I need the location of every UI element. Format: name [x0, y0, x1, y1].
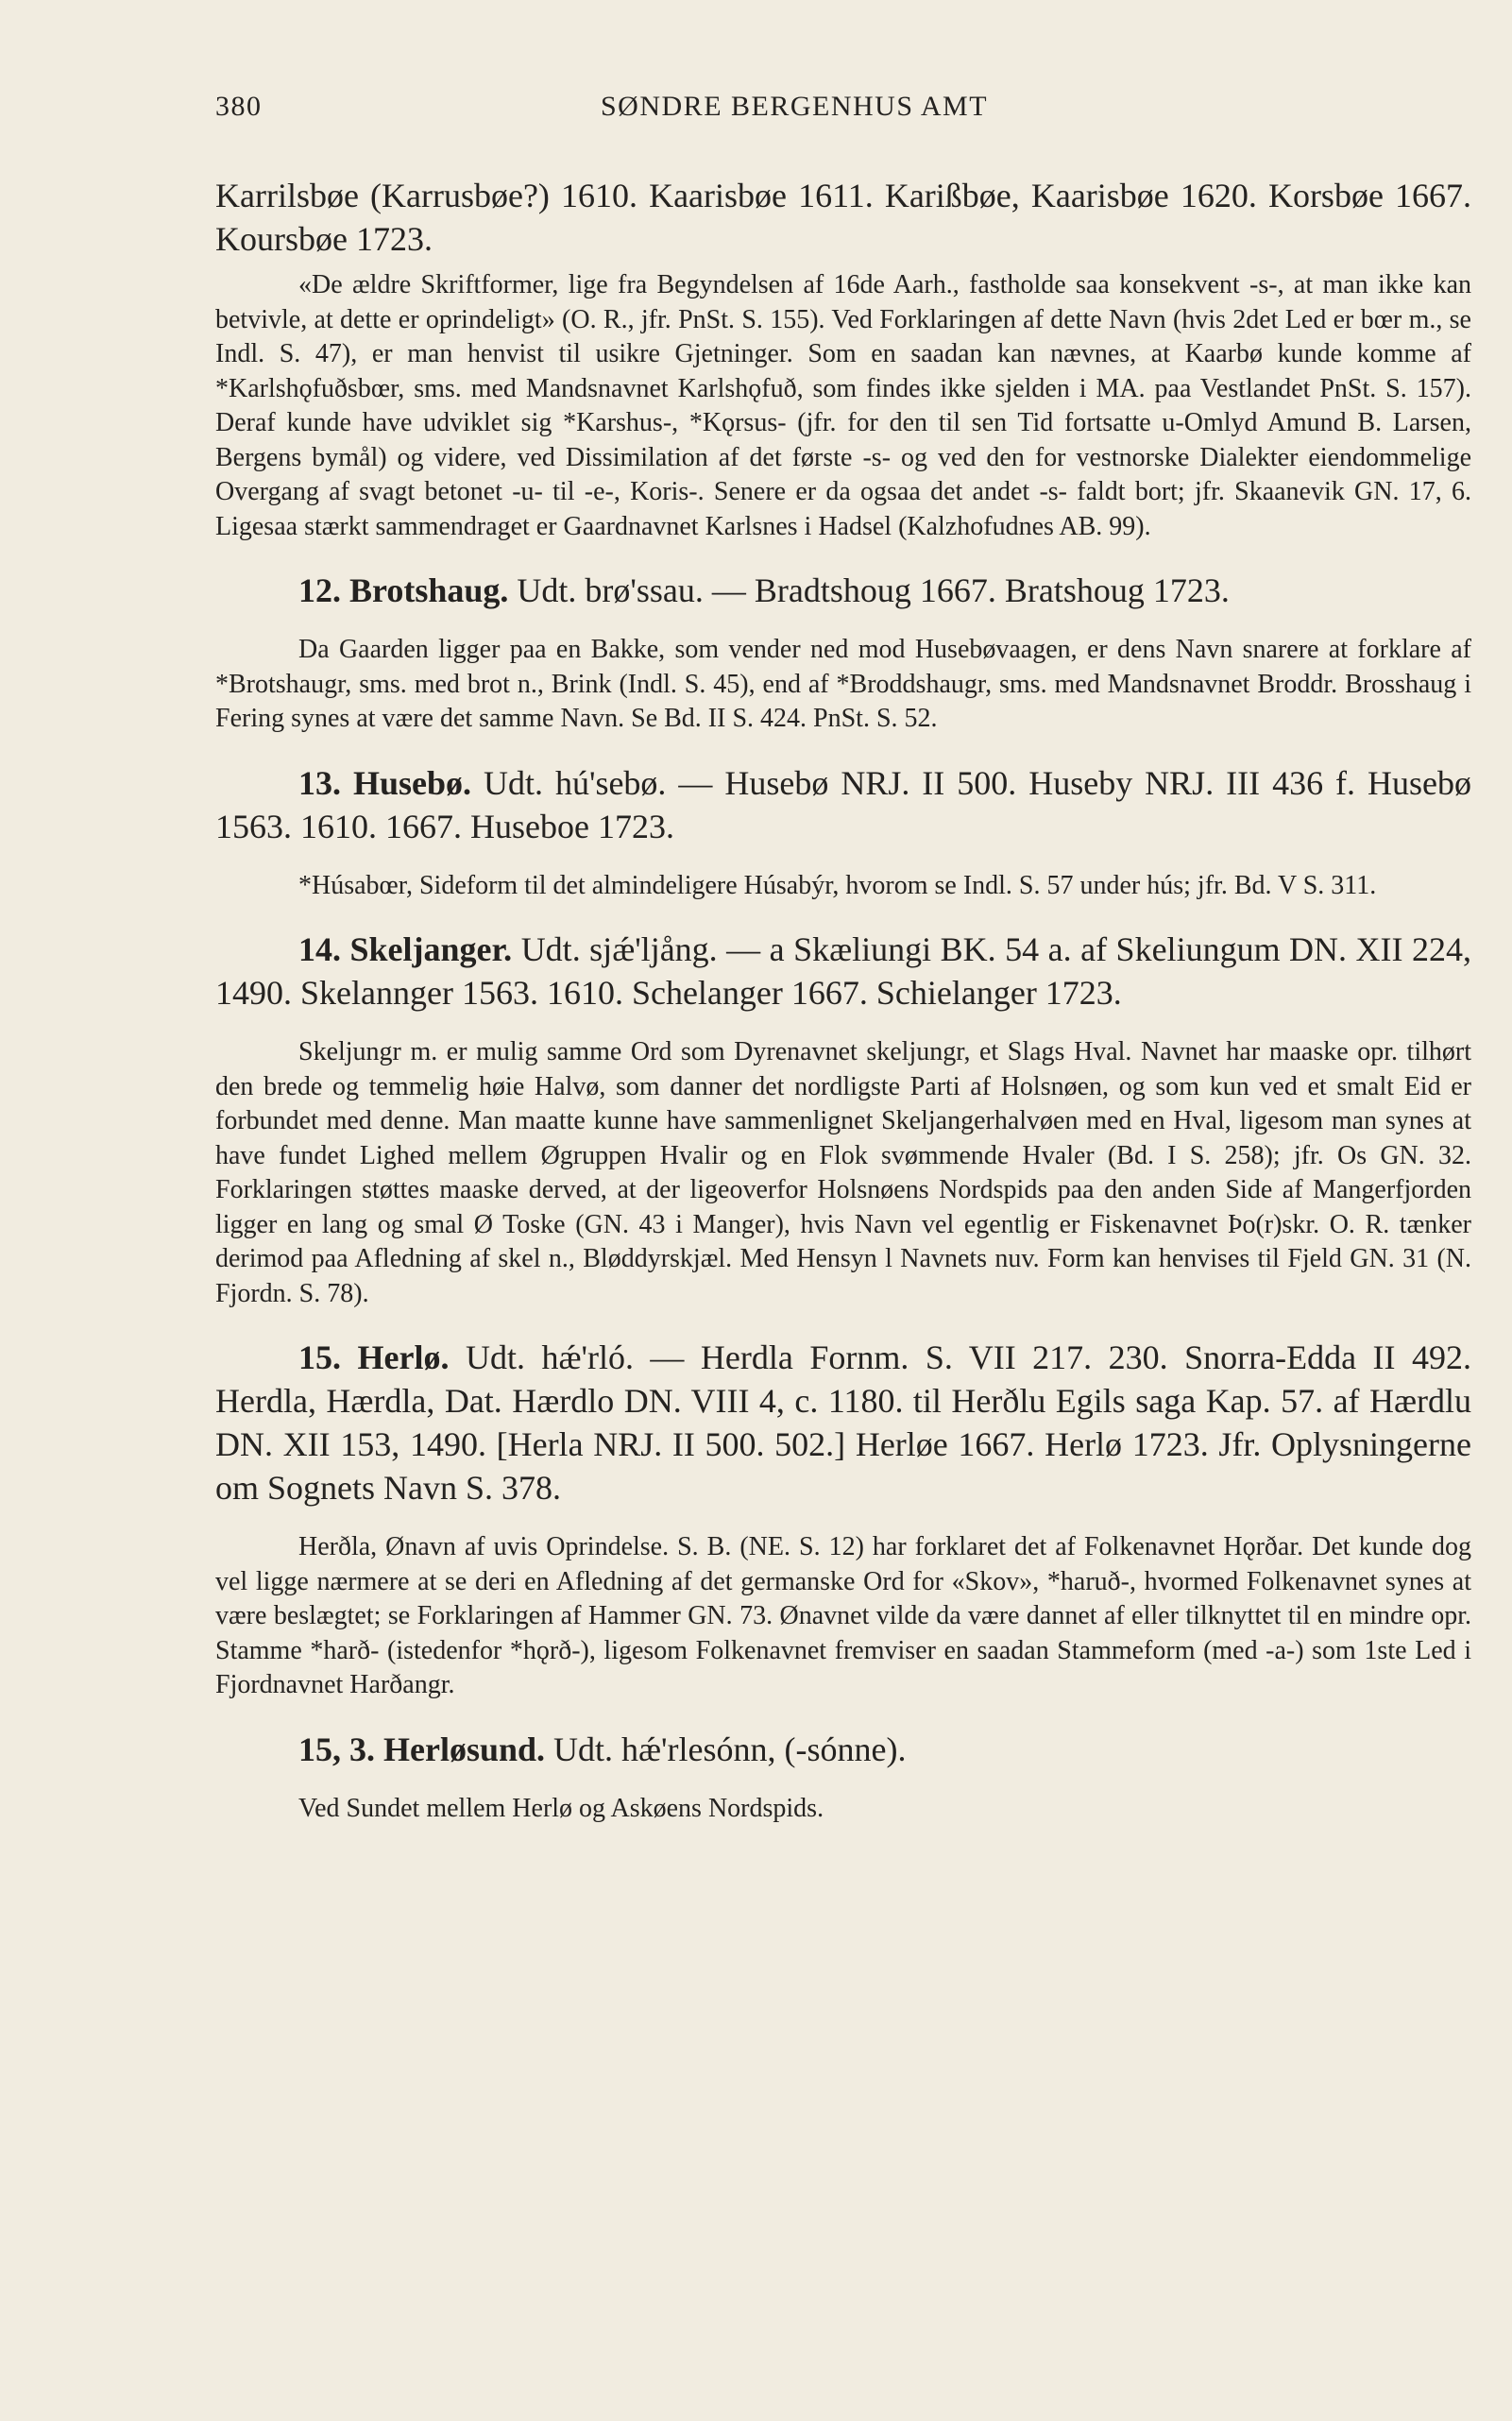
- entry-number: 12.: [298, 571, 341, 609]
- entry-number: 15.: [298, 1338, 341, 1376]
- entry-name: Husebø.: [352, 763, 472, 802]
- running-title: SØNDRE BERGENHUS AMT: [601, 91, 989, 122]
- entry-head: [215, 761, 1471, 848]
- entry-herlosund: [215, 1728, 1471, 1827]
- entry-note: Herðla, Ønavn af uvis Oprindelse. S. B. (NE. S. 12) har forklaret det af Folkenavnet Hǫrðar. Det kunde dog vel ligge nærmere at se deri en Afledning af det germanske Ord for «Skov», *haruð-, hvormed Folkenavnet synes at være beslægtet; se Forklaringen af Hammer GN. 73. Ønavnet vilde da være dannet af eller tilknyttet til en mindre opr. Stamme *harð- (istedenfor *hǫrð-), ligesom Folkenavnet fremviser en saadan Stammeform (med -a-) som 1ste Led i Fjordnavnet Harðangr.: [215, 1532, 1471, 1699]
- intro-note: «De ældre Skriftformer, lige fra Begyndelsen af 16de Aarh., fastholde saa konsekvent -s-, at man ikke kan betvivle, at dette er oprindeligt» (O. R., jfr. PnSt. S. 155). Ved Forklaringen af dette Navn (hvis 2det Led er bœr m., se Indl. S. 47), er man henvist til usikre Gjetninger. Som en saadan kan nævnes, at Kaarbø kunde komme af *Karlshǫfuðsbœr, sms. med Mandsnavnet Karlshǫfuð, som findes ikke sjelden i MA. paa Vestlandet PnSt. S. 157). Deraf kunde have udviklet sig *Karshus-, *Kǫrsus- (jfr. for den til sen Tid fortsatte u-Omlyd Amund B. Larsen, Bergens bymål) og videre, ved Dissimilation af det første -s- og ved den for vestnorske Dialekter eiendommelige Overgang af svagt betonet -u- til -e-, Koris-. Senere er da ogsaa det andet -s- faldt bort; jfr. Skaanevik GN. 17, 6. Ligesaa stærkt sammendraget er Gaardnavnet Karlsnes i Hadsel (Kalzhofudnes AB. 99).: [215, 270, 1471, 541]
- entry-brotshaug: [215, 569, 1471, 737]
- page-number: 380: [215, 91, 263, 122]
- entry-name: Herløsund.: [383, 1730, 546, 1768]
- entry-name: Brotshaug.: [349, 571, 509, 609]
- entry-name: Skeljanger.: [349, 930, 513, 968]
- entry-head: [215, 928, 1471, 1014]
- page-header: [215, 91, 1471, 132]
- entry-note: Skeljungr m. er mulig samme Ord som Dyrenavnet skeljungr, et Slags Hval. Navnet har maaske opr. tilhørt den brede og temmelig høie Halvø, som danner det nordligste Parti af Holsnøen, og som kun ved et smalt Eid er forbundet med denne. Man maatte kunne have sammenlignet Skeljangerhalvøen med en Hval, ligesom man synes at have fundet Lighed mellem Øgruppen Hvalir og en Flok svømmende Hvaler (Bd. I S. 258); jfr. Os GN. 32. Forklaringen støttes maaske derved, at der ligeoverfor Holsnøens Nordspids paa den anden Side af Mangerfjorden ligger en lang og smal Ø Toske (GN. 43 i Manger), hvis Navn vel egentlig er Fiskenavnet Þo(r)skr. O. R. tænker derimod paa Afledning af skel n., Bløddyrskjæl. Med Hensyn l Navnets nuv. Form kan henvises til Fjeld GN. 31 (N. Fjordn. S. 78).: [215, 1037, 1471, 1308]
- intro-forms: Karrilsbøe (Karrusbøe?) 1610. Kaarisbøe 1611. Karißbøe, Kaarisbøe 1620. Korsbøe 1667. Koursbøe 1723.: [215, 177, 1471, 258]
- entry-note: Da Gaarden ligger paa en Bakke, som vender ned mod Husebøvaagen, er dens Navn snarere at forklare af *Brotshaugr, sms. med brot n., Brink (Indl. S. 45), end af *Broddshaugr, sms. med Mandsnavnet Broddr. Brosshaug i Fering synes at være det samme Navn. Se Bd. II S. 424. PnSt. S. 52.: [215, 635, 1471, 733]
- entry-head: [215, 1728, 1471, 1771]
- entry-forms: Udt. sjǽ'ljång. — a Skæliungi BK. 54 a. af Skeliungum DN. XII 224, 1490. Skelannger 1563. 1610. Schelanger 1667. Schielanger 1723.: [215, 930, 1472, 1012]
- entry-husebo: [215, 761, 1471, 904]
- entry-forms: Udt. hǽ'rlesónn, (-sónne).: [553, 1730, 907, 1768]
- entry-note: Ved Sundet mellem Herlø og Askøens Nordspids.: [298, 1793, 824, 1823]
- entry-number: 15, 3.: [298, 1730, 375, 1768]
- entry-number: 14.: [298, 930, 341, 968]
- entry-herlo: [215, 1336, 1471, 1703]
- entry-head: [215, 1336, 1471, 1509]
- entry-head: [215, 569, 1471, 612]
- entry-forms: Udt. brø'ssau. — Bradtshoug 1667. Bratshoug 1723.: [517, 571, 1230, 609]
- page: [215, 91, 1471, 1826]
- entry-forms: Udt. hú'sebø. — Husebø NRJ. II 500. Huseby NRJ. III 436 f. Husebø 1563. 1610. 1667. Huseboe 1723.: [215, 763, 1471, 845]
- entry-number: 13.: [298, 763, 341, 802]
- entry-skeljanger: [215, 928, 1471, 1311]
- entry-note: *Húsabœr, Sideform til det almindeligere Húsabýr, hvorom se Indl. S. 57 under hús; jfr. Bd. V S. 311.: [298, 870, 1377, 900]
- entry-name: Herlø.: [357, 1338, 450, 1376]
- entry-forms: Udt. hǽ'rló. — Herdla Fornm. S. VII 217. 230. Snorra-Edda II 492. Herdla, Hærdla, Dat. Hærdlo DN. VIII 4, c. 1180. til Herðlu Egils saga Kap. 57. af Hærdlu DN. XII 153, 1490. [Herla NRJ. II 500. 502.] Herløe 1667. Herlø 1723. Jfr. Oplysningerne om Sognets Navn S. 378.: [215, 1338, 1472, 1507]
